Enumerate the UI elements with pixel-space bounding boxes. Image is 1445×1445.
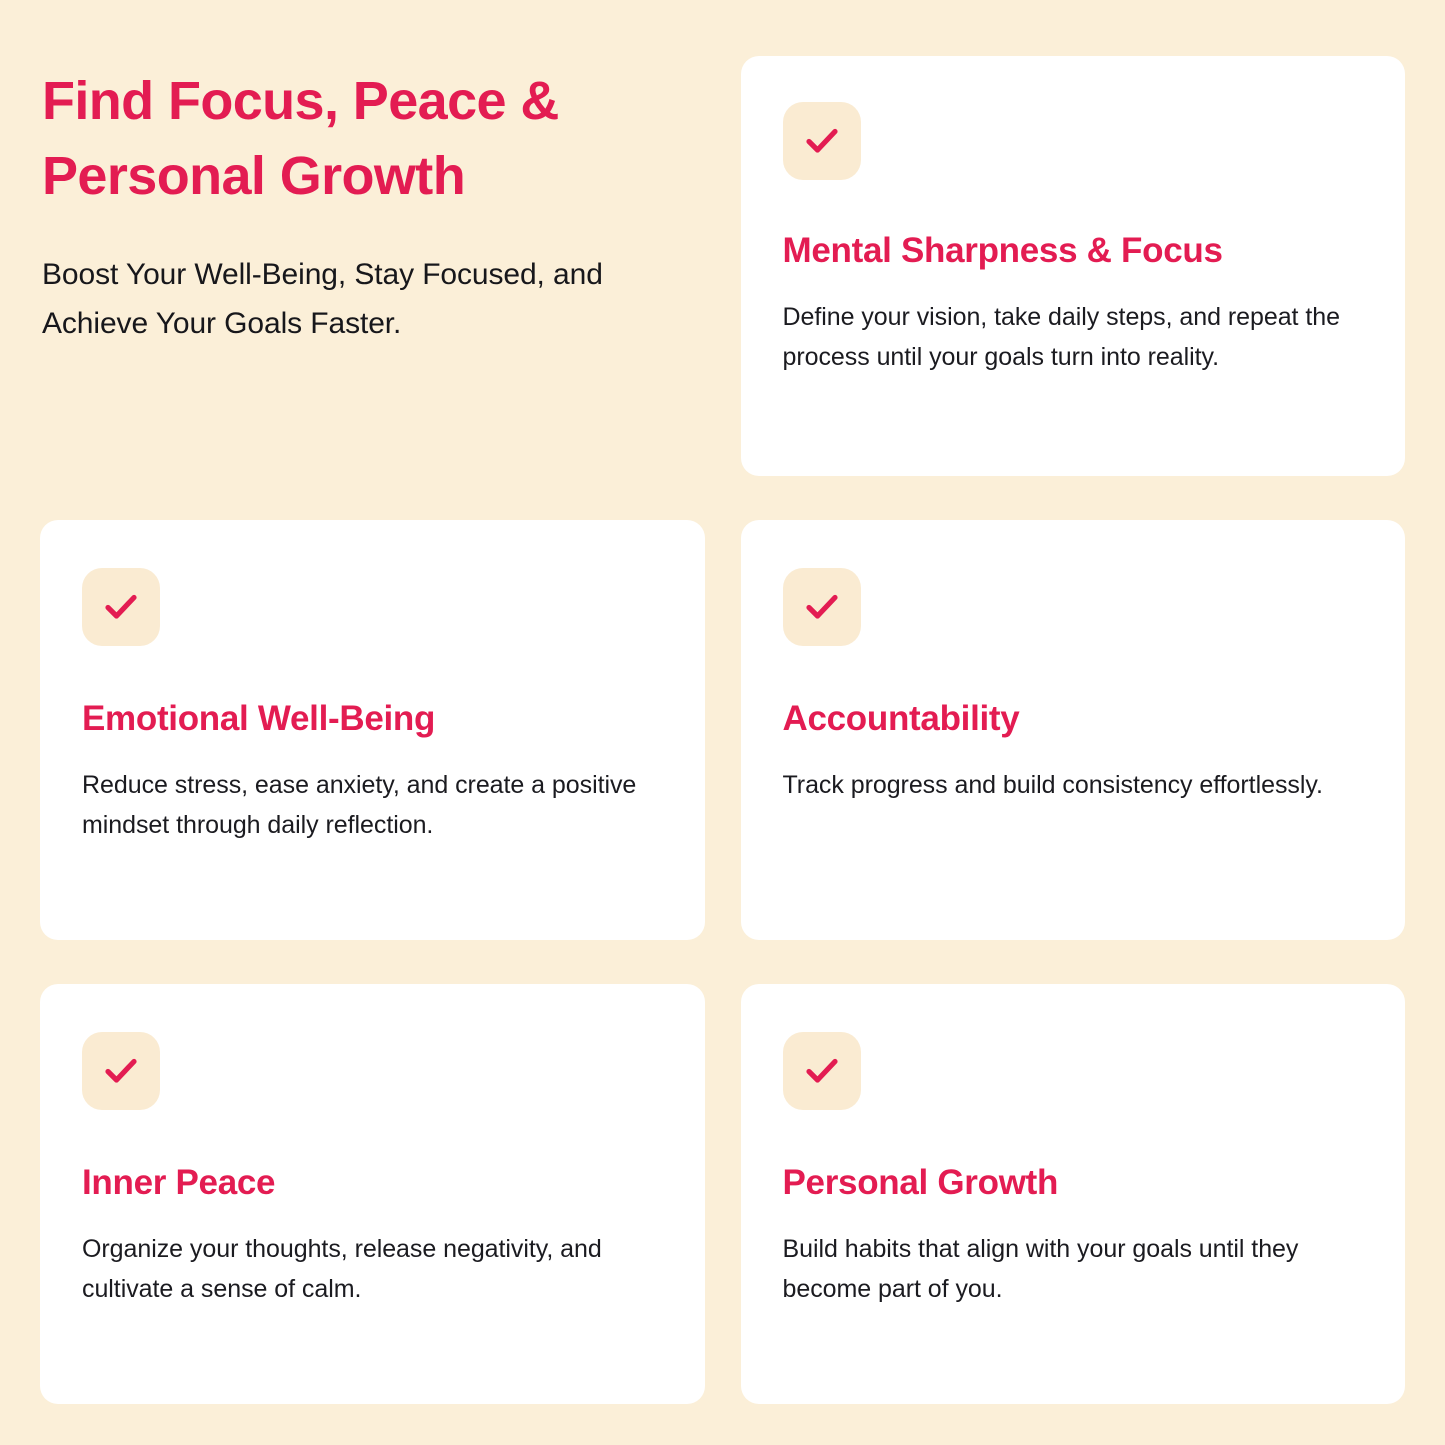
intro-block: [40, 56, 705, 476]
check-icon: [802, 121, 842, 161]
feature-card-body: Build habits that align with your goals until they become part of you.: [782, 1235, 1299, 1303]
check-icon: [101, 587, 141, 627]
feature-card-inner-peace: [40, 984, 705, 1404]
feature-card-body: Organize your thoughts, release negativity, and cultivate a sense of calm.: [82, 1235, 602, 1303]
feature-card-body: Track progress and build consistency effortlessly.: [782, 771, 1323, 799]
check-icon-badge: [783, 102, 861, 180]
page-title: Find Focus, Peace & Personal Growth: [42, 71, 559, 206]
check-icon-badge: [783, 1032, 861, 1110]
check-icon: [802, 587, 842, 627]
check-icon: [802, 1051, 842, 1091]
check-icon-badge: [82, 568, 160, 646]
page-subtitle: Boost Your Well-Being, Stay Focused, and Achieve Your Goals Faster.: [42, 258, 603, 340]
feature-card-emotional-well-being: [40, 520, 705, 940]
feature-card-personal-growth: [741, 984, 1406, 1404]
check-icon-badge: [82, 1032, 160, 1110]
feature-card-title: Emotional Well-Being: [82, 699, 436, 738]
check-icon-badge: [783, 568, 861, 646]
feature-card-accountability: [741, 520, 1406, 940]
feature-card-body: Reduce stress, ease anxiety, and create a positive mindset through daily reflection.: [82, 771, 637, 839]
feature-card-title: Personal Growth: [782, 1163, 1059, 1202]
check-icon: [101, 1051, 141, 1091]
feature-card-body: Define your vision, take daily steps, and repeat the process until your goals turn into reality.: [782, 303, 1340, 371]
feature-card-title: Inner Peace: [82, 1163, 276, 1202]
feature-grid: [40, 56, 1405, 1397]
feature-card-title: Accountability: [782, 699, 1020, 738]
feature-card-title: Mental Sharpness & Focus: [782, 231, 1223, 270]
feature-card-mental-sharpness: [741, 56, 1406, 476]
